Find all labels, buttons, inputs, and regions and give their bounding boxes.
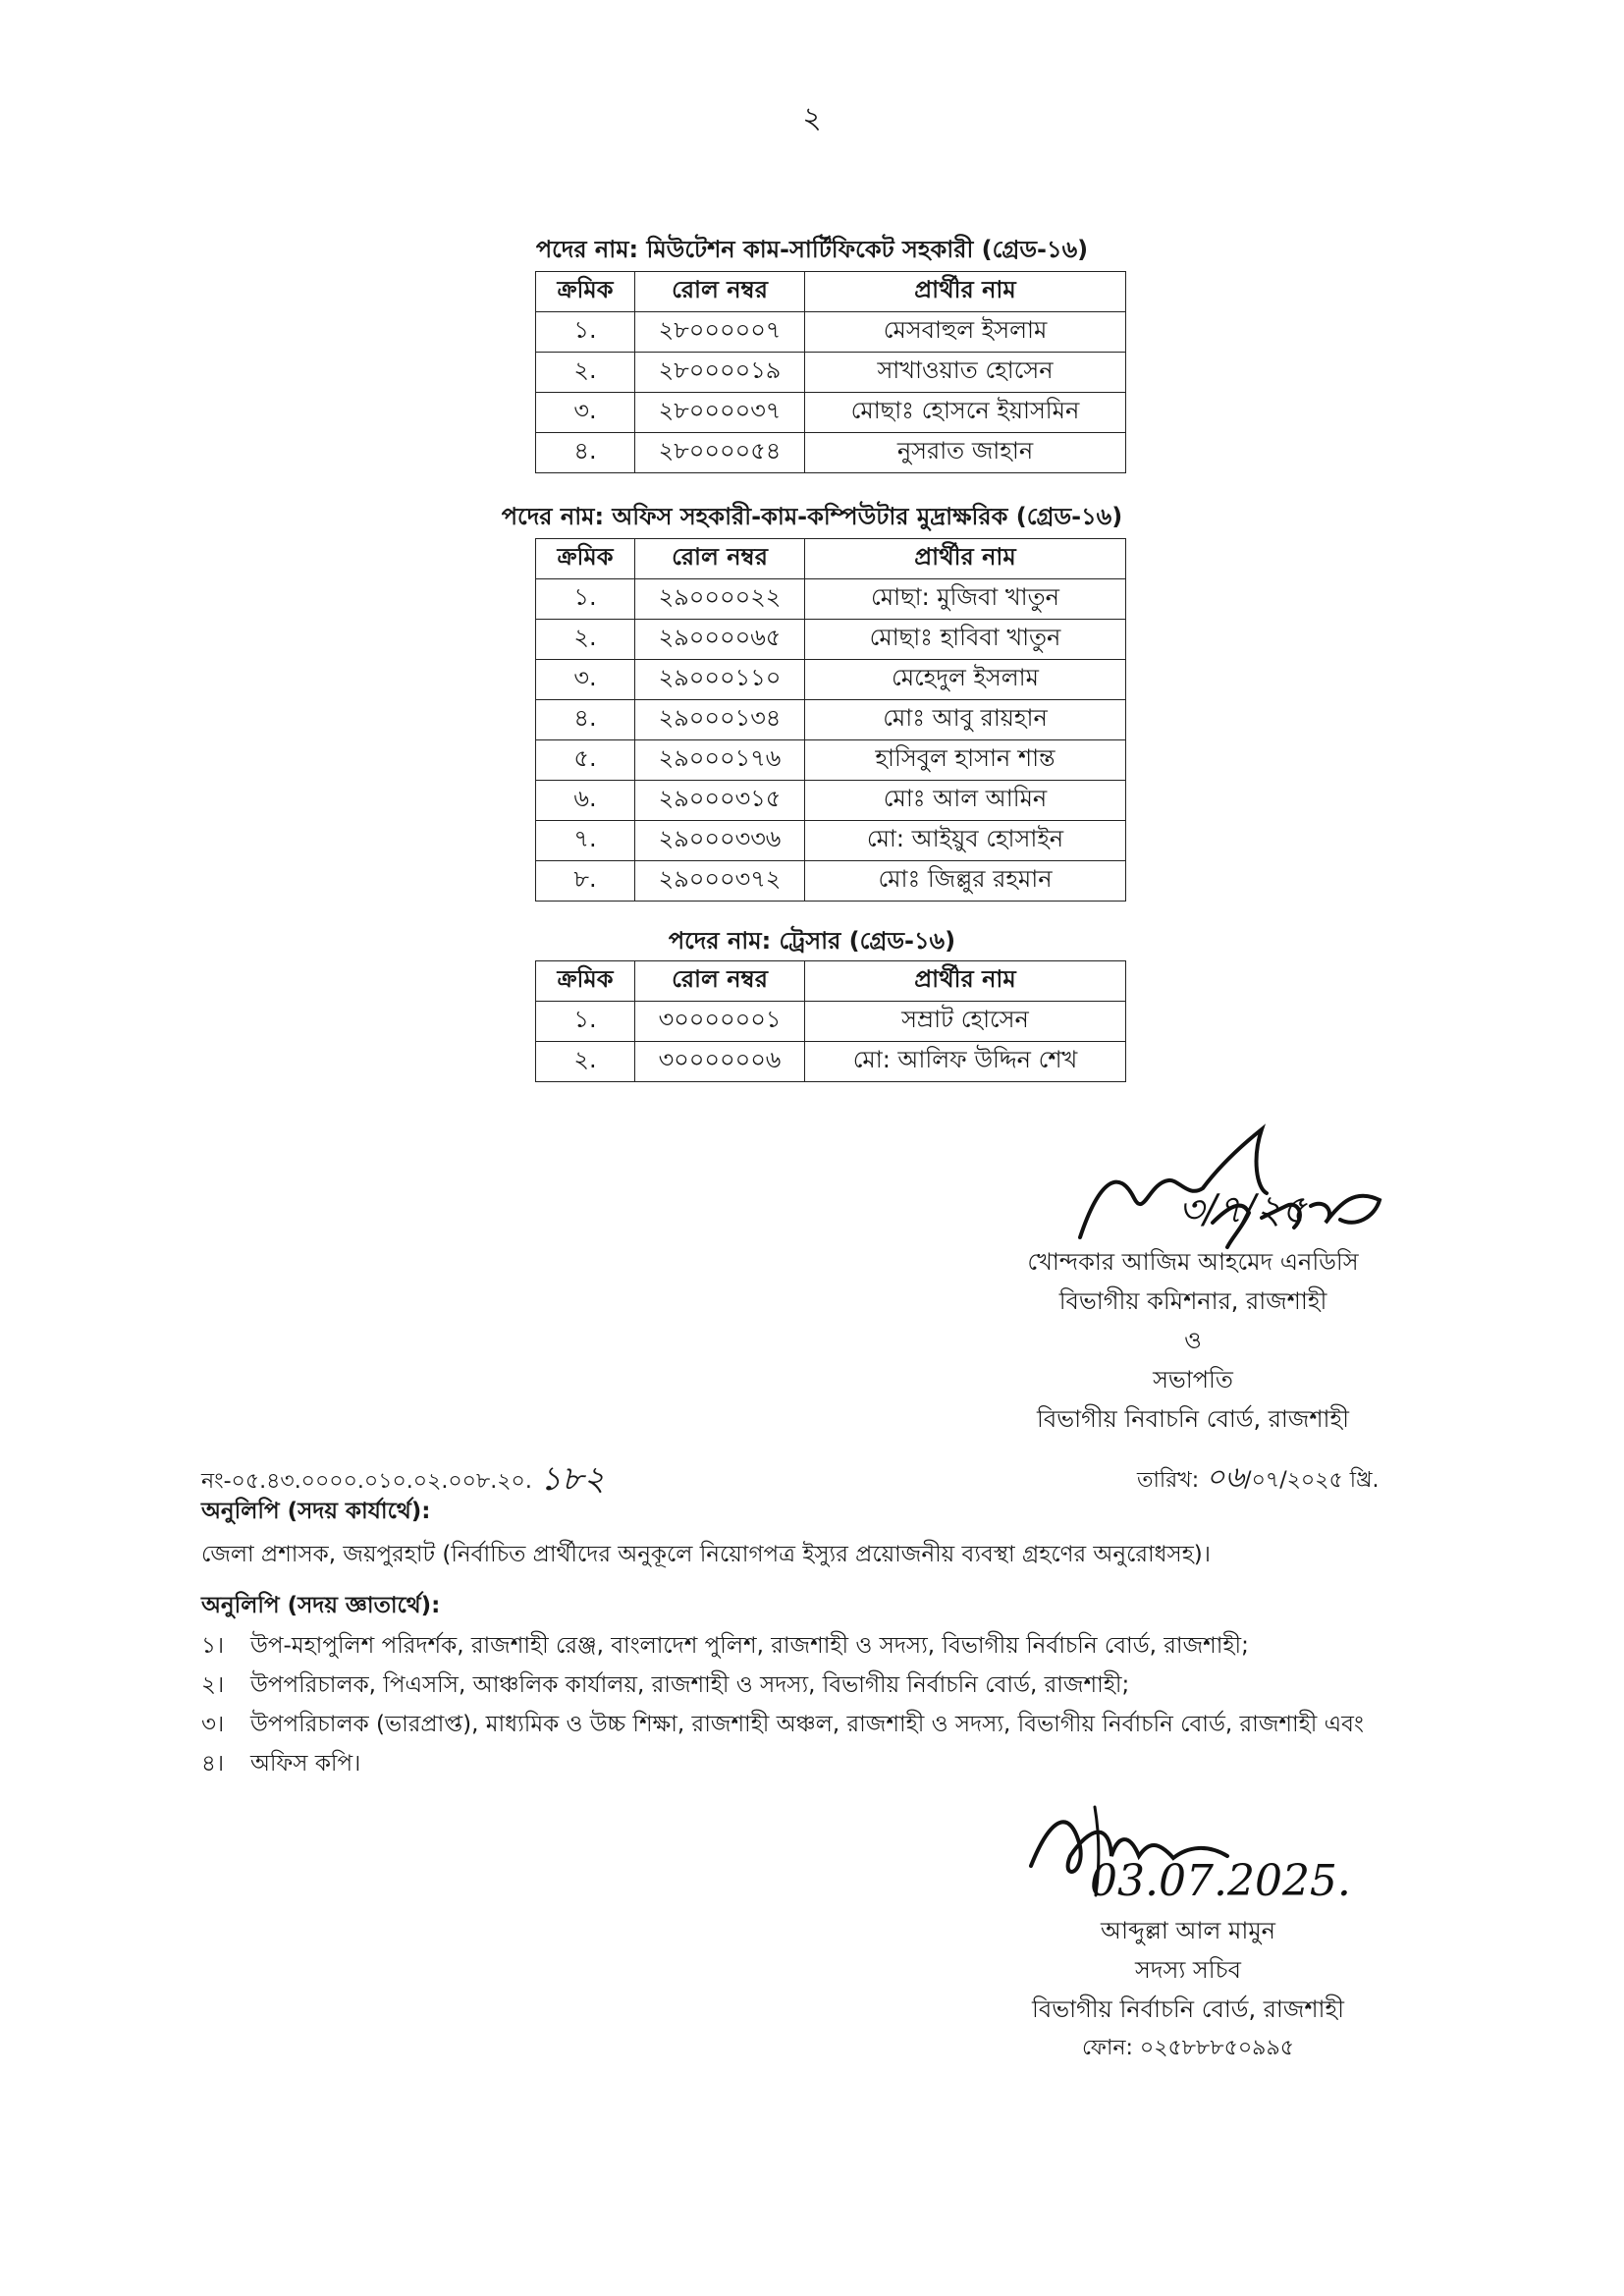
cell-serial: ৭. [536, 821, 635, 861]
cell-serial: ১. [536, 579, 635, 620]
chairman-role: সভাপতি [1153, 1366, 1233, 1394]
cell-name: মেহেদুল ইসলাম [805, 660, 1126, 700]
memo-number-prefix: নং-০৫.৪৩.০০০০.০১০.০২.০০৮.২০. [201, 1469, 532, 1494]
table-header-row [536, 539, 1126, 579]
cell-roll: ২৯০০০১৭৬ [635, 740, 805, 781]
page-number: ২ [802, 101, 822, 136]
header-roll: রোল নম্বর [635, 539, 805, 579]
cell-serial: ৪. [536, 433, 635, 473]
cell-name: সাখাওয়াত হোসেন [805, 353, 1126, 393]
chairman-signature-block [962, 1242, 1424, 1439]
cell-roll: ৩০০০০০০১ [635, 1002, 805, 1042]
list-item-number: ৪। [201, 1751, 225, 1777]
table-row [536, 579, 1126, 620]
memo-number-handwritten: ১৮২ [539, 1459, 606, 1499]
section-title-mutation: পদের নাম: মিউটেশন কাম-সার্টিফিকেট সহকারী (গ্রেড-১৬) [535, 236, 1089, 263]
cell-serial: ২. [536, 1042, 635, 1082]
cell-serial: ২. [536, 353, 635, 393]
cell-serial: ২. [536, 620, 635, 660]
table-row [536, 1002, 1126, 1042]
table-row [536, 781, 1126, 821]
cell-serial: ৫. [536, 740, 635, 781]
copy-action-text: জেলা প্রশাসক, জয়পুরহাট (নির্বাচিত প্রার্থীদের অনুকূলে নিয়োগপত্র ইস্যুর প্রয়োজনীয় ব্যবস্থা গ্রহণের অনুরোধসহ)। [201, 1542, 1212, 1567]
table-row [536, 821, 1126, 861]
cell-roll: ২৯০০০০২২ [635, 579, 805, 620]
header-name: প্রার্থীর নাম [805, 961, 1126, 1002]
cell-name: মোছাঃ হোসনে ইয়াসমিন [805, 393, 1126, 433]
table-row [536, 740, 1126, 781]
header-roll: রোল নম্বর [635, 961, 805, 1002]
list-item-text: উপ-মহাপুলিশ পরিদর্শক, রাজশাহী রেঞ্জ, বাংলাদেশ পুলিশ, রাজশাহী ও সদস্য, বিভাগীয় নির্বাচনি বোর্ড, রাজশাহী; [250, 1633, 1249, 1659]
cell-name: মোছা: মুজিবা খাতুন [805, 579, 1126, 620]
cell-roll: ২৮০০০০৫৪ [635, 433, 805, 473]
header-serial: ক্রমিক [536, 272, 635, 312]
chairman-conjunction: ও [1184, 1327, 1202, 1354]
table-row [536, 353, 1126, 393]
copy-info-list [201, 1626, 1364, 1783]
secretary-handwritten-date: 03.07.2025. [1090, 1856, 1351, 1906]
table-row [536, 700, 1126, 740]
cell-roll: ২৯০০০৩৩৬ [635, 821, 805, 861]
cell-roll: ২৯০০০৩১৫ [635, 781, 805, 821]
cell-name: মো: আইয়ুব হোসাইন [805, 821, 1126, 861]
list-item [201, 1744, 1364, 1783]
chairman-board: বিভাগীয় নিবাচনি বোর্ড, রাজশাহী [1037, 1405, 1349, 1433]
cell-name: সম্রাট হোসেন [805, 1002, 1126, 1042]
cell-roll: ২৯০০০৩৭২ [635, 861, 805, 902]
list-item [201, 1666, 1364, 1705]
cell-name: মোঃ আল আমিন [805, 781, 1126, 821]
roster-table-office-assistant [535, 538, 1126, 902]
date-label: তারিখ: [1137, 1468, 1200, 1493]
date-rest: /০৭/২০২৫ খ্রি. [1244, 1468, 1380, 1493]
chairman-name: খোন্দকার আজিম আহমেদ এনডিসি [1027, 1248, 1359, 1276]
secretary-board: বিভাগীয় নির্বাচনি বোর্ড, রাজশাহী [1032, 1995, 1344, 2023]
header-name: প্রার্থীর নাম [805, 272, 1126, 312]
header-roll: রোল নম্বর [635, 272, 805, 312]
table-row [536, 861, 1126, 902]
table-header-row [536, 272, 1126, 312]
cell-roll: ২৮০০০০৩৭ [635, 393, 805, 433]
list-item [201, 1626, 1364, 1666]
cell-name: হাসিবুল হাসান শান্ত [805, 740, 1126, 781]
copy-info-heading: অনুলিপি (সদয় জ্ঞাতার্থে): [201, 1593, 441, 1618]
list-item-number: ১। [201, 1633, 225, 1659]
cell-name: নুসরাত জাহান [805, 433, 1126, 473]
chairman-designation: বিভাগীয় কমিশনার, রাজশাহী [1058, 1287, 1327, 1315]
cell-serial: ৮. [536, 861, 635, 902]
cell-name: মোঃ আবু রায়হান [805, 700, 1126, 740]
list-item-text: উপপরিচালক, পিএসসি, আঞ্চলিক কার্যালয়, রাজশাহী ও সদস্য, বিভাগীয় নির্বাচনি বোর্ড, রাজশাহী; [250, 1672, 1130, 1698]
cell-serial: ১. [536, 1002, 635, 1042]
table-row [536, 1042, 1126, 1082]
cell-roll: ৩০০০০০০৬ [635, 1042, 805, 1082]
roster-table-tracer [535, 960, 1126, 1082]
cell-name: মোঃ জিল্লুর রহমান [805, 861, 1126, 902]
table-row [536, 393, 1126, 433]
cell-serial: ৬. [536, 781, 635, 821]
list-item [201, 1705, 1364, 1744]
cell-name: মোছাঃ হাবিবা খাতুন [805, 620, 1126, 660]
section-title-office-assistant: পদের নাম: অফিস সহকারী-কাম-কম্পিউটার মুদ্রাক্ষরিক (গ্রেড-১৬) [501, 503, 1123, 530]
cell-roll: ২৯০০০১৩৪ [635, 700, 805, 740]
list-item-text: উপপরিচালক (ভারপ্রাপ্ত), মাধ্যমিক ও উচ্চ শিক্ষা, রাজশাহী অঞ্চল, রাজশাহী ও সদস্য, বিভাগীয় নির্বাচনি বোর্ড, রাজশাহী এবং [250, 1712, 1364, 1737]
roster-table-mutation [535, 271, 1126, 473]
cell-serial: ৪. [536, 700, 635, 740]
secretary-signature-block [982, 1911, 1394, 2068]
cell-serial: ৩. [536, 660, 635, 700]
table-row [536, 620, 1126, 660]
list-item-number: ৩। [201, 1712, 225, 1737]
header-serial: ক্রমিক [536, 961, 635, 1002]
list-item-text: অফিস কপি। [250, 1751, 361, 1777]
cell-roll: ২৮০০০০০৭ [635, 312, 805, 353]
table-header-row [536, 961, 1126, 1002]
table-row [536, 312, 1126, 353]
cell-roll: ২৯০০০০৬৫ [635, 620, 805, 660]
cell-name: মো: আলিফ উদ্দিন শেখ [805, 1042, 1126, 1082]
date-handwritten: ০৬ [1206, 1460, 1245, 1495]
cell-roll: ২৮০০০০১৯ [635, 353, 805, 393]
memo-date [1137, 1453, 1379, 1503]
cell-serial: ১. [536, 312, 635, 353]
secretary-name: আব্দুল্লা আল মামুন [1101, 1917, 1275, 1944]
list-item-number: ২। [201, 1672, 225, 1698]
secretary-phone: ফোন: ০২৫৮৮৮৫০৯৯৫ [1081, 2036, 1295, 2060]
header-serial: ক্রমিক [536, 539, 635, 579]
table-row [536, 433, 1126, 473]
chairman-handwritten-date: ৩/৭/২৫ [1178, 1187, 1307, 1232]
secretary-role: সদস্য সচিব [1135, 1956, 1241, 1984]
section-title-tracer: পদের নাম: ট্রেসার (গ্রেড-১৬) [668, 927, 956, 955]
table-row [536, 660, 1126, 700]
copy-action-heading: অনুলিপি (সদয় কার্যার্থে): [201, 1499, 431, 1524]
header-name: প্রার্থীর নাম [805, 539, 1126, 579]
cell-name: মেসবাহুল ইসলাম [805, 312, 1126, 353]
cell-roll: ২৯০০০১১০ [635, 660, 805, 700]
cell-serial: ৩. [536, 393, 635, 433]
